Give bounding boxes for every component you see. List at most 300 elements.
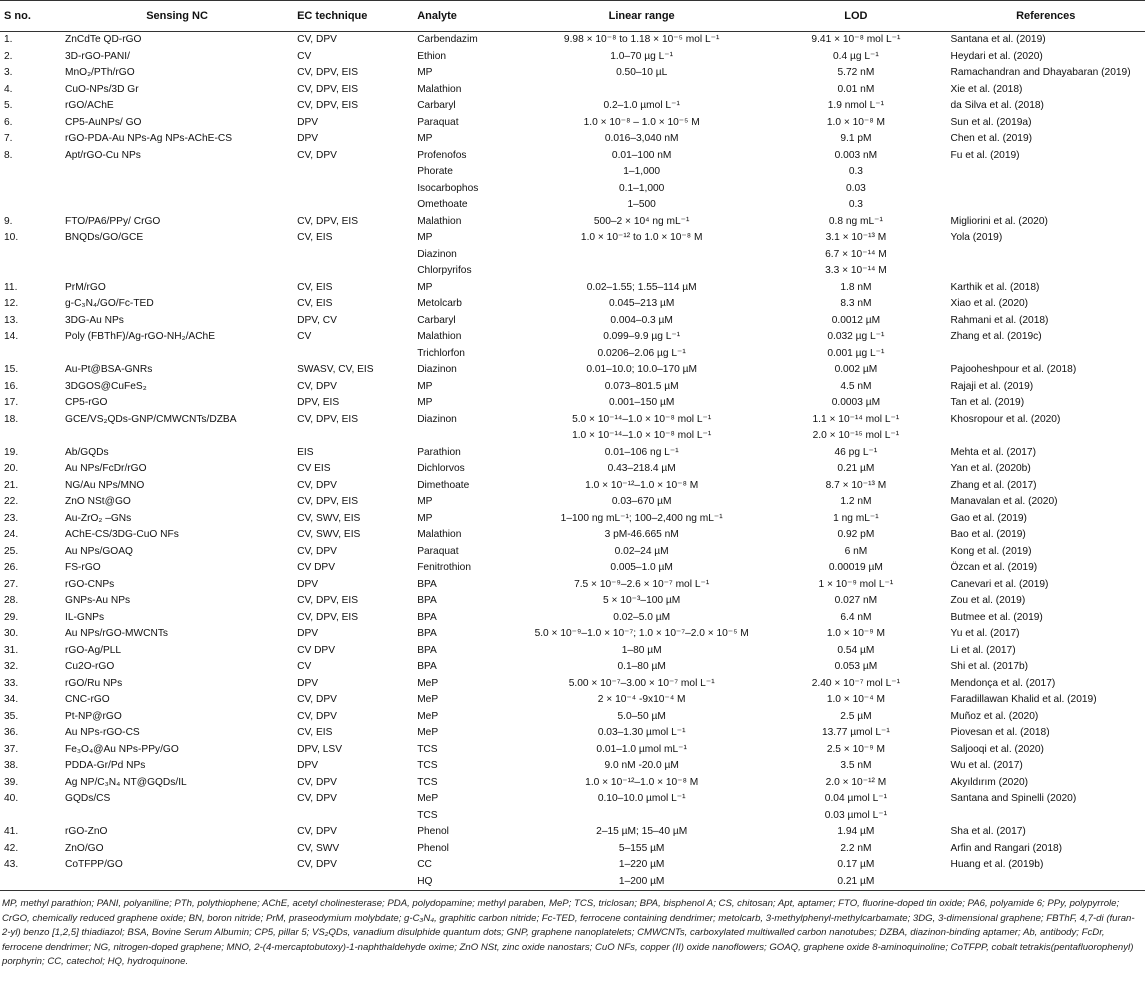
cell-lod: 1.2 nM — [840, 496, 872, 507]
cell-analyte: BPA — [417, 644, 437, 656]
cell-reference: Akyıldırım (2020) — [950, 776, 1029, 788]
cell-analyte: TCS — [417, 760, 438, 771]
cell-analyte: Diazinon — [417, 364, 457, 375]
cell-ec-technique: DPV — [297, 760, 319, 771]
cell-ec-technique: CV — [297, 50, 312, 62]
cell-lod: 0.3 — [848, 166, 863, 177]
cell-lod: 5.72 nM — [837, 67, 875, 78]
cell-linear-range: 5.0–50 µM — [617, 710, 666, 722]
cell-analyte: Phenol — [417, 842, 449, 854]
cell-lod: 1.0 × 10⁻⁴ M — [826, 694, 885, 705]
cell-sensing-nc — [59, 808, 293, 825]
table-row — [0, 296, 1145, 313]
cell-sno: 15. — [4, 364, 19, 375]
cell-lod: 9.41 × 10⁻⁸ mol L⁻¹ — [811, 34, 901, 45]
table-row — [0, 775, 1145, 792]
cell-lod: 0.8 ng mL⁻¹ — [828, 215, 883, 227]
cell-sensing-nc: FS-rGO — [65, 562, 101, 573]
cell-sensing-nc: rGO/AChE — [65, 100, 114, 111]
cell-lod: 1.0 × 10⁻⁹ M — [826, 628, 885, 639]
cell-analyte: Trichlorfon — [417, 347, 465, 359]
table-row — [0, 511, 1145, 528]
cell-reference: Kong et al. (2019) — [950, 545, 1032, 557]
cell-sensing-nc — [59, 263, 293, 280]
cell-sno: 19. — [4, 446, 19, 458]
cell-lod: 4.5 nM — [840, 380, 872, 392]
cell-analyte: Profenofos — [417, 149, 467, 161]
cell-lod: 2.2 nM — [840, 842, 872, 854]
cell-lod: 0.92 pM — [837, 529, 875, 540]
cell-analyte: Carbaryl — [417, 100, 456, 111]
cell-analyte: Dichlorvos — [417, 463, 465, 474]
table-row — [0, 544, 1145, 561]
cell-sensing-nc: Au-Pt@BSA-GNRs — [65, 364, 153, 375]
cell-lod: 1.1 × 10⁻¹⁴ mol L⁻¹ — [812, 413, 900, 425]
table-row — [0, 560, 1145, 577]
cell-sno: 23. — [4, 512, 19, 524]
cell-sno: 1. — [4, 34, 13, 45]
table-row — [0, 577, 1145, 594]
table-row — [0, 329, 1145, 346]
cell-ec-technique: CV, EIS — [297, 727, 333, 738]
table-body — [0, 32, 1145, 891]
cell-linear-range: 2–15 µM; 15–40 µM — [596, 826, 688, 837]
cell-linear-range: 0.02–5.0 µM — [613, 611, 671, 623]
cell-lod: 1.0 × 10⁻⁸ M — [826, 116, 885, 128]
cell-sensing-nc — [59, 346, 293, 363]
cell-ec-technique: DPV — [297, 628, 319, 639]
table-row — [0, 791, 1145, 808]
cell-linear-range: 9.0 nM -20.0 µM — [604, 760, 679, 771]
table-row — [0, 313, 1145, 330]
cell-lod: 0.4 µg L⁻¹ — [833, 50, 879, 62]
cell-analyte: Isocarbophos — [417, 182, 479, 194]
cell-analyte: MP — [417, 496, 433, 507]
cell-linear-range: 1.0–70 µg L⁻¹ — [610, 50, 674, 62]
cell-linear-range: 1–1,000 — [623, 166, 661, 177]
cell-sensing-nc: BNQDs/GO/GCE — [65, 232, 144, 243]
cell-sensing-nc: GNPs-Au NPs — [65, 595, 131, 606]
cell-sensing-nc: CuO-NPs/3D Gr — [65, 83, 139, 95]
cell-ec-technique — [293, 263, 413, 280]
cell-sensing-nc: ZnO/GO — [65, 842, 104, 854]
cell-analyte: Omethoate — [417, 199, 468, 210]
cell-linear-range: 5.0 × 10⁻¹⁴–1.0 × 10⁻⁸ mol L⁻¹ — [572, 413, 712, 425]
cell-sensing-nc: 3DGOS@CuFeS₂ — [65, 380, 147, 392]
table-row — [0, 65, 1145, 82]
cell-sno: 22. — [4, 496, 19, 507]
cell-ec-technique: CV DPV — [297, 562, 336, 573]
cell-linear-range: 5 × 10⁻³–100 µM — [603, 595, 681, 606]
cell-sensing-nc: ZnCdTe QD-rGO — [65, 34, 142, 45]
cell-sensing-nc — [59, 247, 293, 264]
cell-sensing-nc: MnO₂/PTh/rGO — [65, 67, 135, 78]
cell-reference: Ramachandran and Dhayabaran (2019) — [950, 67, 1131, 78]
cell-sno: 24. — [4, 529, 19, 540]
cell-linear-range: 0.43–218.4 µM — [607, 463, 676, 474]
cell-ec-technique: DPV — [297, 116, 319, 128]
cell-lod: 0.0003 µM — [831, 397, 881, 408]
cell-ec-technique: DPV — [297, 677, 319, 689]
table-row — [0, 148, 1145, 165]
cell-ec-technique: CV — [297, 331, 312, 342]
cell-linear-range: 5.00 × 10⁻⁷–3.00 × 10⁻⁷ mol L⁻¹ — [568, 677, 715, 689]
cell-lod: 3.1 × 10⁻¹³ M — [825, 232, 887, 243]
cell-analyte: Malathion — [417, 529, 462, 540]
cell-linear-range: 0.001–150 µM — [609, 397, 675, 408]
cell-reference — [946, 247, 1145, 264]
cell-sensing-nc: g-C₃N₄/GO/Fc-TED — [65, 298, 154, 309]
cell-analyte: Chlorpyrifos — [417, 265, 472, 276]
table-row — [0, 709, 1145, 726]
table-row — [0, 659, 1145, 676]
cell-ec-technique: CV, DPV, EIS — [297, 100, 359, 111]
cell-analyte: Phenol — [417, 826, 449, 837]
cell-sno: 12. — [4, 298, 19, 309]
cell-sensing-nc: CNC-rGO — [65, 694, 110, 705]
cell-lod: 1.8 nM — [840, 281, 872, 293]
cell-analyte: BPA — [417, 628, 437, 639]
cell-reference: Özcan et al. (2019) — [950, 562, 1038, 573]
cell-sno: 17. — [4, 397, 19, 408]
cell-lod: 0.21 µM — [837, 463, 875, 474]
cell-analyte: MP — [417, 281, 433, 293]
cell-lod: 3.5 nM — [840, 760, 872, 771]
cell-analyte: TCS — [417, 776, 438, 788]
cell-linear-range: 0.099–9.9 µg L⁻¹ — [603, 331, 681, 342]
cell-reference: Xiao et al. (2020) — [950, 298, 1029, 309]
cell-sno: 4. — [4, 83, 13, 95]
table-row — [0, 197, 1145, 214]
cell-analyte: MeP — [417, 677, 439, 689]
table-row — [0, 758, 1145, 775]
cell-sensing-nc: FTO/PA6/PPy/ CrGO — [65, 215, 161, 227]
table-row — [0, 841, 1145, 858]
cell-analyte: MP — [417, 512, 433, 524]
cell-ec-technique: CV, DPV — [297, 776, 337, 788]
header-linear-range: Linear range — [518, 1, 765, 32]
table-row — [0, 593, 1145, 610]
cell-reference: Santana and Spinelli (2020) — [950, 793, 1077, 804]
cell-reference: Heydari et al. (2020) — [950, 50, 1043, 62]
cell-sno — [0, 181, 59, 198]
cell-sno — [0, 874, 59, 891]
cell-reference: Wu et al. (2017) — [950, 760, 1023, 771]
cell-reference — [946, 197, 1145, 214]
cell-analyte: MP — [417, 380, 433, 392]
cell-sno: 37. — [4, 743, 19, 755]
cell-reference: Gao et al. (2019) — [950, 512, 1027, 524]
cell-reference: Chen et al. (2019) — [950, 133, 1033, 144]
cell-linear-range: 1–220 µM — [618, 859, 665, 870]
cell-linear-range: 1.0 × 10⁻¹²–1.0 × 10⁻⁸ M — [585, 479, 699, 491]
cell-sno: 34. — [4, 694, 19, 705]
cell-ec-technique: CV, DPV, EIS — [297, 215, 359, 227]
cell-sno — [0, 263, 59, 280]
cell-ec-technique: CV — [297, 661, 312, 672]
cell-lod: 0.032 µg L⁻¹ — [827, 331, 885, 342]
cell-lod: 2.5 × 10⁻⁹ M — [826, 743, 885, 755]
table-row — [0, 181, 1145, 198]
cell-sensing-nc: NG/Au NPs/MNO — [65, 479, 145, 491]
cell-linear-range: 0.01–1.0 µmol mL⁻¹ — [596, 743, 687, 755]
cell-reference: Sun et al. (2019a) — [950, 116, 1032, 128]
cell-sensing-nc — [59, 874, 293, 891]
cell-linear-range: 5–155 µM — [618, 842, 665, 854]
cell-analyte: Malathion — [417, 83, 462, 95]
cell-sno — [0, 808, 59, 825]
cell-sno: 9. — [4, 215, 13, 227]
cell-reference: Bao et al. (2019) — [950, 529, 1026, 540]
cell-reference — [946, 428, 1145, 445]
cell-linear-range — [518, 247, 765, 264]
cell-analyte: MeP — [417, 793, 439, 804]
cell-ec-technique — [293, 247, 413, 264]
cell-reference: Mehta et al. (2017) — [950, 446, 1036, 458]
cell-reference: da Silva et al. (2018) — [950, 100, 1044, 111]
cell-analyte: BPA — [417, 578, 437, 590]
table-row — [0, 857, 1145, 874]
cell-reference: Zou et al. (2019) — [950, 595, 1026, 606]
cell-lod: 1 ng mL⁻¹ — [833, 512, 879, 524]
cell-sno: 16. — [4, 380, 19, 392]
cell-reference: Khosropour et al. (2020) — [950, 413, 1061, 425]
cell-sensing-nc: rGO-ZnO — [65, 826, 108, 837]
cell-lod: 0.027 nM — [834, 595, 878, 606]
cell-sensing-nc: PDDA-Gr/Pd NPs — [65, 760, 146, 771]
cell-lod: 6 nM — [844, 545, 868, 557]
cell-linear-range: 0.004–0.3 µM — [610, 314, 673, 326]
cell-sensing-nc: CP5-AuNPs/ GO — [65, 116, 142, 128]
cell-analyte: TCS — [417, 809, 438, 821]
cell-ec-technique: CV EIS — [297, 463, 331, 474]
cell-ec-technique: DPV, CV — [297, 314, 337, 326]
table-row — [0, 874, 1145, 891]
cell-ec-technique — [293, 874, 413, 891]
cell-reference: Canevari et al. (2019) — [950, 578, 1049, 590]
cell-lod: 2.40 × 10⁻⁷ mol L⁻¹ — [811, 677, 901, 689]
cell-lod: 0.001 µg L⁻¹ — [827, 347, 885, 359]
table-row — [0, 478, 1145, 495]
cell-reference: Huang et al. (2019b) — [950, 859, 1044, 870]
cell-ec-technique: CV, DPV — [297, 694, 337, 705]
cell-sno: 26. — [4, 562, 19, 573]
cell-reference: Faradillawan Khalid et al. (2019) — [950, 694, 1097, 705]
cell-linear-range: 1–100 ng mL⁻¹; 100–2,400 ng mL⁻¹ — [560, 512, 723, 524]
cell-sno: 40. — [4, 793, 19, 804]
cell-ec-technique: CV, DPV — [297, 545, 337, 557]
table-row — [0, 32, 1145, 49]
table-row — [0, 131, 1145, 148]
cell-reference — [946, 181, 1145, 198]
cell-sno: 35. — [4, 710, 19, 722]
table-row — [0, 346, 1145, 363]
cell-analyte: BPA — [417, 611, 437, 623]
cell-sno: 6. — [4, 116, 13, 128]
cell-reference: Piovesan et al. (2018) — [950, 727, 1050, 738]
table-row — [0, 82, 1145, 99]
cell-analyte: Fenitrothion — [417, 562, 471, 573]
cell-linear-range: 1.0 × 10⁻⁸ – 1.0 × 10⁻⁵ M — [583, 116, 700, 128]
cell-sensing-nc: AChE-CS/3DG-CuO NFs — [65, 529, 179, 540]
cell-reference: Butmee et al. (2019) — [950, 611, 1043, 623]
cell-ec-technique — [293, 181, 413, 198]
cell-lod: 6.4 nM — [840, 611, 872, 623]
cell-sno: 43. — [4, 859, 19, 870]
table-footnote: MP, methyl parathion; PANI, polyaniline; PTh, polythiophene; AChE, acetyl cholinesterase; PDA, polydopamine; methyl paraben, MeP; TCS, triclosan; BPA, bisphenol A; CS, chitosan; Apt, aptamer; FTO, fluorine-doped tin oxide; PA6, polyamide 6; PPy, polypyrrole; CrGO, chemically reduced graphene oxide; BN, boron nitride; PrM, praseodymium molybdate; g-C₃N₄, graphitic carbon nitride; Fc-TED, ferrocene containing dendrimer; metolcarb, 3-methylphenyl-methylcarbamate; 3DG, 3-dimensional graphene; FBThF, 4,7-di (furan-2-yl) benzo [1,2,5] thiadiazol; BSA, Bovine Serum Albumin; CP5, pillar 5; VS₂QDs, vanadium disulphide quantum dots; GNP, graphene nanoplatelets; CMWCNTs, carboxylated multiwalled carbon nanotubes; DZBA, diazinon-binding aptamer; Ab, antibody; FcDr, ferrocene dendrimer; NG, nitrogen-doped graphene; MNO, 2-(4-mercaptobutoxy)-1-naphthaldehyde oxime; ZnO NSt, zinc oxide nanostars; CuO NFs, copper (II) oxide nanoflowers; GOAQ, graphene oxide 8-aminoquinoline; CoTFPP, cobalt tetrakis(pentafluorophenyl) porphyrin; CC, catechol; HQ, hydroquinone. — [2, 898, 1135, 968]
cell-lod: 0.00019 µM — [828, 562, 883, 573]
cell-analyte: Diazinon — [417, 413, 457, 425]
cell-reference: Yu et al. (2017) — [950, 628, 1020, 639]
table-row — [0, 494, 1145, 511]
cell-ec-technique: EIS — [297, 446, 314, 458]
cell-sno: 30. — [4, 628, 19, 639]
cell-linear-range: 2 × 10⁻⁴ -9x10⁻⁴ M — [597, 694, 686, 705]
cell-reference: Arfin and Rangari (2018) — [950, 842, 1063, 854]
cell-reference: Karthik et al. (2018) — [950, 281, 1040, 293]
cell-ec-technique: CV, DPV — [297, 859, 337, 870]
cell-sensing-nc: Poly (FBThF)/Ag-rGO-NH₂/AChE — [65, 331, 216, 342]
cell-ec-technique: DPV — [297, 578, 319, 590]
table-row — [0, 280, 1145, 297]
cell-ec-technique: CV, SWV, EIS — [297, 512, 361, 524]
cell-analyte: Carbendazim — [417, 34, 478, 45]
header-lod: LOD — [765, 1, 946, 32]
cell-ec-technique: CV, DPV, EIS — [297, 413, 359, 425]
cell-sensing-nc: 3DG-Au NPs — [65, 314, 124, 326]
cell-reference: Migliorini et al. (2020) — [950, 215, 1048, 227]
cell-analyte: Carbaryl — [417, 314, 456, 326]
cell-ec-technique: CV, DPV — [297, 380, 337, 392]
cell-ec-technique: SWASV, CV, EIS — [297, 364, 374, 375]
cell-ec-technique: CV, DPV, EIS — [297, 496, 359, 507]
table-row — [0, 115, 1145, 132]
cell-sensing-nc — [59, 164, 293, 181]
cell-ec-technique: CV, DPV — [297, 793, 337, 804]
cell-reference: Li et al. (2017) — [950, 644, 1016, 656]
cell-sensing-nc: Au-ZrO₂ –GNs — [65, 512, 132, 524]
cell-lod: 0.21 µM — [765, 874, 946, 891]
cell-sno — [0, 164, 59, 181]
cell-lod: 8.7 × 10⁻¹³ M — [825, 479, 887, 491]
cell-reference: Rahmani et al. (2018) — [950, 314, 1049, 326]
cell-reference — [946, 164, 1145, 181]
cell-lod: 1.9 nmol L⁻¹ — [827, 100, 885, 111]
cell-linear-range: 0.005–1.0 µM — [610, 562, 673, 573]
table-row — [0, 643, 1145, 660]
cell-ec-technique — [293, 808, 413, 825]
cell-analyte: Diazinon — [417, 248, 457, 260]
cell-analyte: Phorate — [417, 166, 453, 177]
cell-lod: 0.17 µM — [837, 859, 875, 870]
header-ec-technique: EC technique — [293, 1, 413, 32]
table-row — [0, 395, 1145, 412]
cell-ec-technique: CV, EIS — [297, 298, 333, 309]
cell-linear-range: 0.02–24 µM — [614, 545, 669, 557]
cell-analyte: MP — [417, 232, 433, 243]
cell-ec-technique: CV, DPV — [297, 710, 337, 722]
cell-analyte: MeP — [417, 694, 439, 705]
cell-sno — [0, 346, 59, 363]
cell-linear-range: 1.0 × 10⁻¹² to 1.0 × 10⁻⁸ M — [580, 232, 703, 243]
cell-reference — [946, 263, 1145, 280]
cell-lod: 0.0012 µM — [831, 314, 881, 326]
table-row — [0, 49, 1145, 66]
cell-linear-range: 0.0206–2.06 µg L⁻¹ — [597, 347, 686, 359]
cell-sno: 13. — [4, 314, 19, 326]
cell-linear-range: 0.2–1.0 µmol L⁻¹ — [603, 100, 680, 111]
cell-lod: 0.03 — [845, 182, 866, 194]
cell-reference: Shi et al. (2017b) — [950, 661, 1029, 672]
cell-sensing-nc: Au NPs-rGO-CS — [65, 727, 140, 738]
cell-linear-range: 0.03–670 µM — [611, 496, 672, 507]
cell-linear-range: 9.98 × 10⁻⁸ to 1.18 × 10⁻⁵ mol L⁻¹ — [563, 34, 720, 45]
header-sno: S no. — [0, 1, 59, 32]
cell-sno: 3. — [4, 67, 13, 78]
cell-lod: 3.3 × 10⁻¹⁴ M — [825, 265, 887, 276]
cell-linear-range: 0.073–801.5 µM — [604, 380, 679, 392]
cell-reference: Yola (2019) — [950, 232, 1003, 243]
cell-ec-technique — [293, 428, 413, 445]
table-row — [0, 412, 1145, 429]
cell-ec-technique: CV, SWV, EIS — [297, 529, 361, 540]
cell-analyte: MP — [417, 67, 433, 78]
cell-analyte: Parathion — [417, 446, 461, 458]
header-analyte: Analyte — [413, 1, 518, 32]
header-sensing-nc: Sensing NC — [59, 1, 293, 32]
cell-sensing-nc: CP5-rGO — [65, 397, 108, 408]
cell-sno: 38. — [4, 760, 19, 771]
cell-reference: Xie et al. (2018) — [950, 83, 1023, 95]
table-row — [0, 230, 1145, 247]
cell-sno: 20. — [4, 463, 19, 474]
cell-sensing-nc: IL-GNPs — [65, 611, 105, 623]
table-row — [0, 742, 1145, 759]
cell-linear-range: 0.03–1.30 µmol L⁻¹ — [597, 727, 686, 738]
cell-lod: 46 pg L⁻¹ — [834, 446, 878, 458]
cell-reference — [946, 808, 1145, 825]
header-references: References — [946, 1, 1145, 32]
cell-linear-range: 0.1–80 µM — [617, 661, 666, 672]
cell-linear-range: 0.02–1.55; 1.55–114 µM — [586, 281, 697, 293]
cell-analyte: Metolcarb — [417, 298, 462, 309]
cell-analyte: MP — [417, 133, 433, 144]
cell-ec-technique: CV DPV — [297, 644, 336, 656]
table-row — [0, 808, 1145, 825]
table-row — [0, 725, 1145, 742]
cell-lod: 9.1 pM — [840, 133, 872, 144]
cell-sno: 32. — [4, 661, 19, 672]
cell-analyte: HQ — [413, 874, 518, 891]
cell-sensing-nc — [59, 181, 293, 198]
cell-sno: 28. — [4, 595, 19, 606]
cell-reference: Yan et al. (2020b) — [950, 463, 1031, 474]
cell-lod: 6.7 × 10⁻¹⁴ M — [825, 248, 887, 260]
cell-analyte: Malathion — [417, 331, 462, 342]
cell-lod: 2.0 × 10⁻¹⁵ mol L⁻¹ — [812, 430, 900, 441]
cell-sensing-nc: PrM/rGO — [65, 281, 106, 293]
cell-ec-technique: CV, DPV — [297, 479, 337, 491]
cell-sensing-nc: rGO-PDA-Au NPs-Ag NPs-AChE-CS — [65, 133, 233, 144]
cell-sno: 39. — [4, 776, 19, 788]
cell-lod: 1.94 µM — [837, 826, 875, 837]
table-header — [0, 1, 1145, 32]
cell-sensing-nc: rGO-Ag/PLL — [65, 644, 122, 656]
cell-ec-technique — [293, 197, 413, 214]
cell-linear-range — [518, 82, 765, 99]
table-row — [0, 626, 1145, 643]
cell-analyte: TCS — [417, 743, 438, 755]
